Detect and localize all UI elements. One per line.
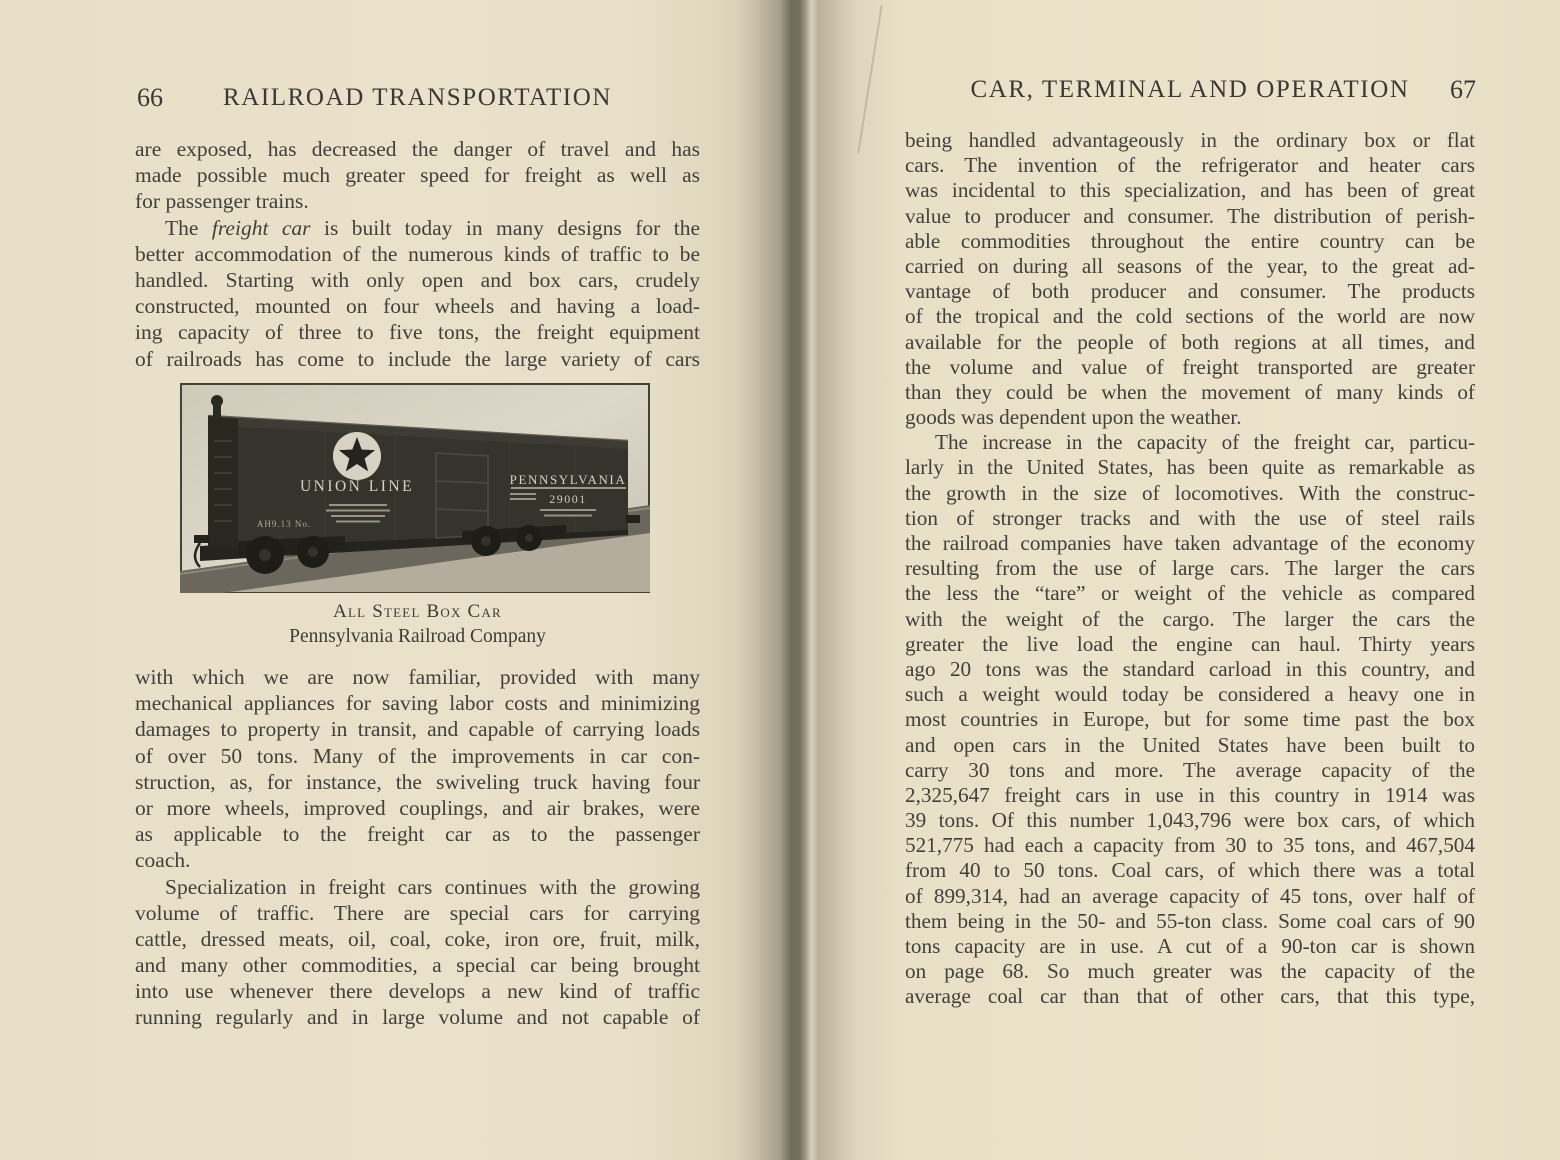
paragraph bbox=[905, 128, 1475, 430]
text-line: the less the “tare” or weight of the vehicle as compared bbox=[905, 581, 1475, 606]
figure-caption-title: All Steel Box Car bbox=[333, 601, 502, 622]
figure-caption-subtitle: Pennsylvania Railroad Company bbox=[289, 626, 546, 647]
text-line: 39 tons. Of this number 1,043,796 were box cars, of which bbox=[905, 808, 1475, 833]
text-line: and open cars in the United States have been built to bbox=[905, 732, 1475, 757]
text-line: are exposed, has decreased the danger of travel and has bbox=[135, 137, 700, 161]
text-line: most countries in Europe, but for some time past the box bbox=[905, 707, 1475, 732]
car-number: 29001 bbox=[549, 492, 587, 506]
text-line: or more wheels, improved couplings, and air brakes, were bbox=[135, 795, 700, 820]
text-line: such a weight would today be considered a heavy one in bbox=[905, 682, 1475, 707]
paragraph bbox=[135, 136, 700, 215]
text-line: running regularly and in large volume and not capable of bbox=[135, 1005, 700, 1030]
text-line: damages to property in transit, and capable of carrying loads bbox=[135, 717, 700, 742]
union-line-lettering: UNION LINE bbox=[299, 478, 415, 495]
text-line: The increase in the capacity of the freight car, particu- bbox=[935, 430, 1475, 455]
text-line: the volume and value of freight transported are greater bbox=[905, 354, 1475, 379]
text-line: better accommodation of the numerous kinds of traffic to be bbox=[135, 241, 700, 266]
right-page-text bbox=[905, 128, 1475, 1010]
text-line: able commodities throughout the entire country can be bbox=[905, 228, 1475, 253]
running-head-left: RAILROAD TRANSPORTATION bbox=[222, 84, 613, 111]
text-line: the growth in the size of locomotives. With the construc- bbox=[905, 480, 1475, 505]
text-line: made possible much greater speed for freight as well as bbox=[135, 163, 700, 188]
text-line: Specialization in freight cars continues with the growing bbox=[165, 874, 700, 899]
text-line: of railroads has come to include the large variety of cars bbox=[135, 346, 700, 371]
text-line: as applicable to the freight car as to the passenger bbox=[135, 822, 700, 847]
page-number-right: 67 bbox=[1450, 75, 1476, 104]
text-line: handled. Starting with only open and box cars, crudely bbox=[135, 267, 700, 292]
text-line: them being in the 50- and 55-ton class. Some coal cars of 90 bbox=[905, 908, 1475, 933]
page-number-left: 66 bbox=[137, 83, 163, 112]
text-line: cars. The invention of the refrigerator and heater cars bbox=[905, 153, 1475, 178]
text-line: tons capacity are in use. A cut of a 90-ton car is shown bbox=[905, 934, 1475, 958]
text-line: carried on during all seasons of the year, to the great ad- bbox=[905, 253, 1475, 278]
text-line: struction, as, for instance, the swiveling truck having four bbox=[135, 769, 700, 794]
text-line: resulting from the use of large cars. The larger the cars bbox=[905, 556, 1475, 581]
text-line: 2,325,647 freight cars in use in this country in 1914 was bbox=[905, 782, 1475, 807]
text-line: for passenger trains. bbox=[135, 189, 309, 214]
text-line: constructed, mounted on four wheels and having a load- bbox=[135, 294, 700, 319]
text-line: from 40 to 50 tons. Coal cars, of which there was a total bbox=[905, 858, 1475, 883]
text-line: goods was dependent upon the weather. bbox=[905, 405, 1242, 430]
paragraph bbox=[135, 874, 700, 1031]
text-line: mechanical appliances for saving labor costs and minimizing bbox=[135, 691, 700, 716]
text-line: with the weight of the cargo. The larger the cars the bbox=[905, 606, 1475, 631]
text-line: the railroad companies have taken advantage of the economy bbox=[905, 531, 1475, 555]
text-line: with which we are now familiar, provided with many bbox=[135, 665, 700, 689]
text-line: ing capacity of three to five tons, the freight equipment bbox=[135, 320, 700, 345]
text-line: being handled advantageously in the ordinary box or flat bbox=[905, 128, 1475, 152]
text-line: value to producer and consumer. The distribution of perish- bbox=[905, 203, 1475, 228]
text-line: into use whenever there develops a new kind of traffic bbox=[135, 979, 700, 1004]
text-line: tion of stronger tracks and with the use of steel rails bbox=[905, 505, 1475, 530]
figure-caption bbox=[135, 599, 700, 650]
text-line: average coal car than that of other cars, that this type, bbox=[905, 984, 1475, 1009]
text-line: and many other commodities, a special car being brought bbox=[135, 953, 700, 978]
paragraph bbox=[135, 215, 700, 372]
running-head-right: CAR, TERMINAL AND OPERATION bbox=[970, 76, 1410, 103]
left-page-text-bottom bbox=[135, 664, 700, 1031]
boxcar-photo bbox=[180, 383, 650, 593]
text-line: larly in the United States, has been quite as remarkable as bbox=[905, 455, 1475, 480]
left-page-text-top bbox=[135, 136, 700, 372]
car-class-marking: AH9.13 No. bbox=[256, 519, 312, 529]
text-line: volume of traffic. There are special cars for carrying bbox=[135, 900, 700, 925]
text-line: The freight car is built today in many designs for the bbox=[165, 215, 700, 240]
car-end bbox=[208, 416, 238, 549]
text-line: of 899,314, had an average capacity of 45 tons, over half of bbox=[905, 883, 1475, 908]
text-line: was incidental to this specialization, and has been of great bbox=[905, 178, 1475, 203]
text-line: ago 20 tons was the standard carload in this country, and bbox=[905, 656, 1475, 681]
text-line: of over 50 tons. Many of the improvements in car con- bbox=[135, 743, 700, 768]
text-line: on page 68. So much greater was the capacity of the bbox=[905, 959, 1475, 984]
text-line: available for the people of both regions at all times, and bbox=[905, 329, 1475, 354]
text-line: 521,775 had each a capacity from 30 to 35 tons, and 467,504 bbox=[905, 833, 1475, 858]
text-line: of the tropical and the cold sections of the world are now bbox=[905, 304, 1475, 329]
text-line: coach. bbox=[135, 848, 191, 873]
paragraph bbox=[135, 664, 700, 874]
text-line: carry 30 tons and more. The average capacity of the bbox=[905, 757, 1475, 782]
text-line: vantage of both producer and consumer. The products bbox=[905, 279, 1475, 304]
text-line: than they could be when the movement of many kinds of bbox=[905, 379, 1475, 404]
pennsylvania-lettering: PENNSYLVANIA bbox=[509, 472, 627, 487]
boxcar-figure bbox=[180, 383, 650, 598]
text-line: cattle, dressed meats, oil, coal, coke, iron ore, fruit, milk, bbox=[135, 926, 700, 951]
text-line: greater the live load the engine can haul. Thirty years bbox=[905, 631, 1475, 656]
paragraph bbox=[905, 430, 1475, 1009]
